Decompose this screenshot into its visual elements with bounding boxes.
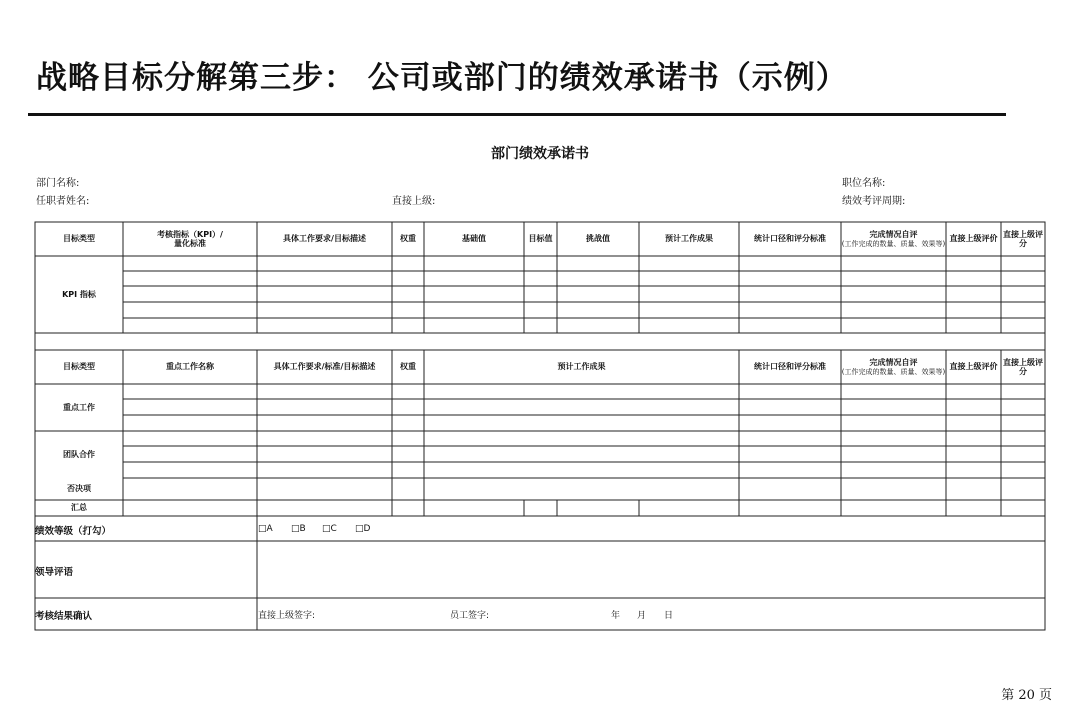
date-day-label: 日 — [664, 611, 674, 621]
key-header-expected-result: 预计工作成果 — [557, 362, 606, 372]
kpi-row-label: KPI 指标 — [62, 289, 96, 299]
supervisor-label: 直接上级: — [392, 196, 436, 207]
form-title: 部门绩效承诺书 — [491, 146, 589, 162]
leader-comment-label: 领导评语 — [35, 567, 74, 578]
kpi-header-indicator-line2: 量化标准 — [174, 239, 206, 248]
page-number: 第 20 页 — [1001, 688, 1052, 703]
row-label-veto: 否决项 — [67, 484, 91, 494]
key-header-work-name: 重点工作名称 — [166, 362, 214, 372]
kpi-header-self-assessment — [841, 222, 946, 256]
grade-option-b[interactable]: □B — [291, 524, 306, 534]
date-year-label: 年 — [611, 611, 621, 621]
key-header-requirement: 具体工作要求/标准/目标描述 — [273, 362, 376, 372]
kpi-header-supervisor-score: 直接上级评分 — [1003, 229, 1043, 248]
row-label-key-work: 重点工作 — [63, 402, 95, 412]
position-label: 职位名称: — [842, 178, 886, 189]
date-month-label: 月 — [637, 611, 647, 621]
key-header-self-assessment — [841, 350, 946, 384]
grade-option-d[interactable]: □D — [355, 524, 371, 534]
employee-sign-label: 员工签字: — [450, 611, 490, 621]
key-header-supervisor-score: 直接上级评分 — [1003, 357, 1043, 376]
grade-option-a[interactable]: □A — [258, 524, 273, 534]
key-header-weight: 权重 — [400, 362, 416, 372]
period-label: 绩效考评周期: — [842, 196, 906, 207]
kpi-header-scoring-standard: 统计口径和评分标准 — [754, 234, 826, 244]
key-header-target-type: 目标类型 — [63, 362, 95, 372]
slide-title: 战略目标分解第三步： 公司或部门的绩效承诺书（示例） — [36, 60, 848, 96]
employee-name-label: 任职者姓名: — [36, 196, 90, 207]
kpi-header-self-assessment-title: 完成情况自评 — [869, 230, 918, 240]
kpi-header-challenge-value: 挑战值 — [586, 234, 610, 244]
dept-name-label: 部门名称: — [36, 178, 80, 189]
supervisor-sign-label: 直接上级签字: — [258, 611, 316, 621]
key-header-self-assessment-title: 完成情况自评 — [869, 358, 918, 368]
row-label-summary: 汇总 — [71, 503, 87, 513]
confirm-label: 考核结果确认 — [35, 611, 93, 622]
kpi-header-indicator — [123, 222, 257, 256]
kpi-header-target-type: 目标类型 — [63, 234, 95, 244]
key-header-self-assessment-note: (工作完成的数量、质量、效果等) — [841, 367, 946, 376]
kpi-header-base-value: 基础值 — [462, 234, 486, 244]
row-label-teamwork: 团队合作 — [63, 449, 95, 459]
grade-option-c[interactable]: □C — [322, 524, 337, 534]
kpi-header-weight: 权重 — [400, 234, 416, 244]
title-divider — [28, 113, 1006, 116]
key-header-supervisor-eval: 直接上级评价 — [949, 362, 998, 372]
leader-comment-field[interactable] — [258, 542, 1044, 597]
kpi-header-indicator-line1: 考核指标（KPI）/ — [157, 229, 223, 239]
kpi-header-requirement: 具体工作要求/目标描述 — [283, 234, 366, 244]
kpi-header-supervisor-eval: 直接上级评价 — [949, 234, 998, 244]
kpi-header-expected-result: 预计工作成果 — [665, 234, 713, 244]
kpi-header-target-value: 目标值 — [528, 234, 553, 244]
key-header-scoring-standard: 统计口径和评分标准 — [754, 362, 826, 372]
kpi-header-self-assessment-note: (工作完成的数量、质量、效果等) — [841, 239, 946, 248]
grade-label: 绩效等级（打勾） — [35, 526, 112, 537]
